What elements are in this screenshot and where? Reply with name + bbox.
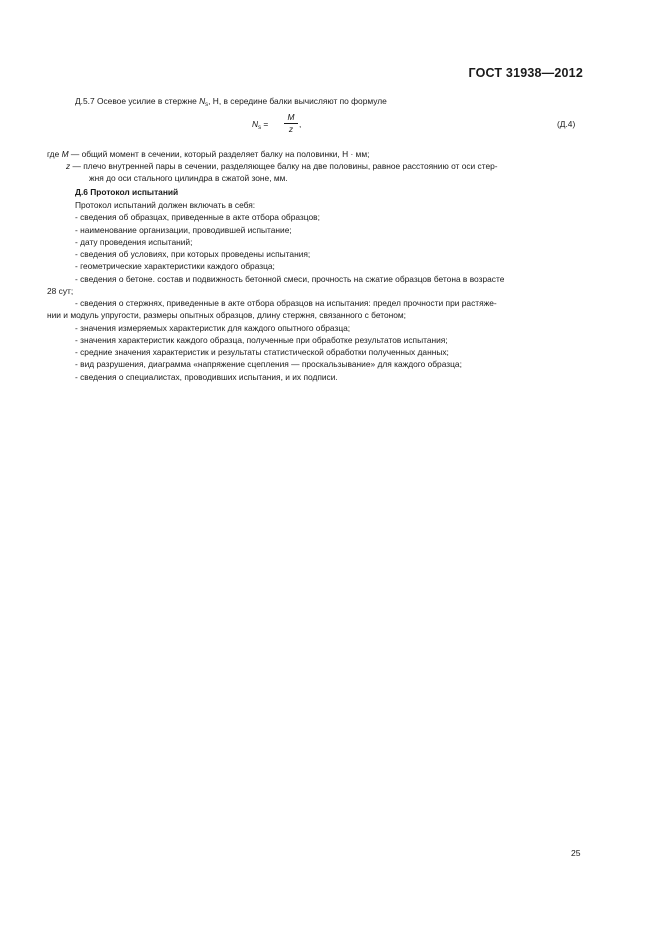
page-number: 25 [571, 848, 581, 858]
section-heading: Д.6 Протокол испытаний [75, 187, 179, 197]
list-item: - средние значения характеристик и результаты статистической обработки полученных данных; [75, 347, 449, 357]
list-item: - наименование организации, проводившей испытание; [75, 225, 292, 235]
list-item: - значения измеряемых характеристик для каждого опытного образца; [75, 323, 351, 333]
document-code: ГОСТ 31938—2012 [468, 66, 583, 80]
list-item: - сведения о специалистах, проводивших испытания, и их подписи. [75, 372, 338, 382]
list-item-continued: нии и модуль упругости, размеры опытных образцов, длину стержня, связанного с бетоном; [47, 310, 406, 320]
formula-trail: , [299, 119, 302, 129]
where-prefix: где [47, 149, 62, 159]
clause-subscript: s [205, 102, 209, 108]
list-item: - дату проведения испытаний; [75, 237, 193, 247]
formula-lhs-symbol: N [252, 119, 259, 129]
formula-numerator: M [287, 112, 295, 122]
where-z [66, 160, 602, 172]
where-m-text: — общий момент в сечении, который разделяет балку на половинки, Н · мм; [68, 149, 370, 159]
where-z-continued: жня до оси стального цилиндра в сжатой зоне, мм. [89, 173, 288, 183]
formula-lhs-subscript: s [258, 125, 262, 131]
where-z-symbol: z [66, 161, 71, 171]
where-z-text: — плечо внутренней пары в сечении, разделяющее балку на две половины, равное расстоянию от оси стер- [70, 161, 498, 171]
list-item: - значения характеристик каждого образца, полученные при обработке результатов испытания; [75, 335, 448, 345]
list-item-continued: 28 сут; [47, 286, 74, 296]
formula-fraction [284, 112, 298, 135]
clause-text-end: , Н, в середине балки вычисляют по формуле [208, 96, 387, 106]
formula-lhs [252, 119, 268, 131]
list-item: - сведения об образцах, приведенные в акте отбора образцов; [75, 212, 320, 222]
formula-number: (Д.4) [557, 119, 576, 129]
list-item: - вид разрушения, диаграмма «напряжение сцепления — проскальзывание» для каждого образца; [75, 359, 462, 369]
section-intro: Протокол испытаний должен включать в себя: [75, 200, 256, 210]
formula-equals: = [261, 119, 269, 129]
where-m [47, 148, 583, 160]
clause-text-start: Д.5.7 Осевое усилие в стержне [75, 96, 200, 106]
list-item: - геометрические характеристики каждого образца; [75, 261, 275, 271]
list-item: - сведения о бетоне. состав и подвижность бетонной смеси, прочность на сжатие образцов бетона в возрасте [75, 274, 505, 284]
clause-symbol: N [199, 96, 206, 106]
clause-d57 [75, 95, 611, 111]
formula-denominator: z [288, 124, 294, 134]
list-item: - сведения о стержнях, приведенные в акте отбора образцов на испытания: предел прочности при растяже- [75, 298, 497, 308]
where-m-symbol: M [61, 149, 69, 159]
list-item: - сведения об условиях, при которых проведены испытания; [75, 249, 311, 259]
